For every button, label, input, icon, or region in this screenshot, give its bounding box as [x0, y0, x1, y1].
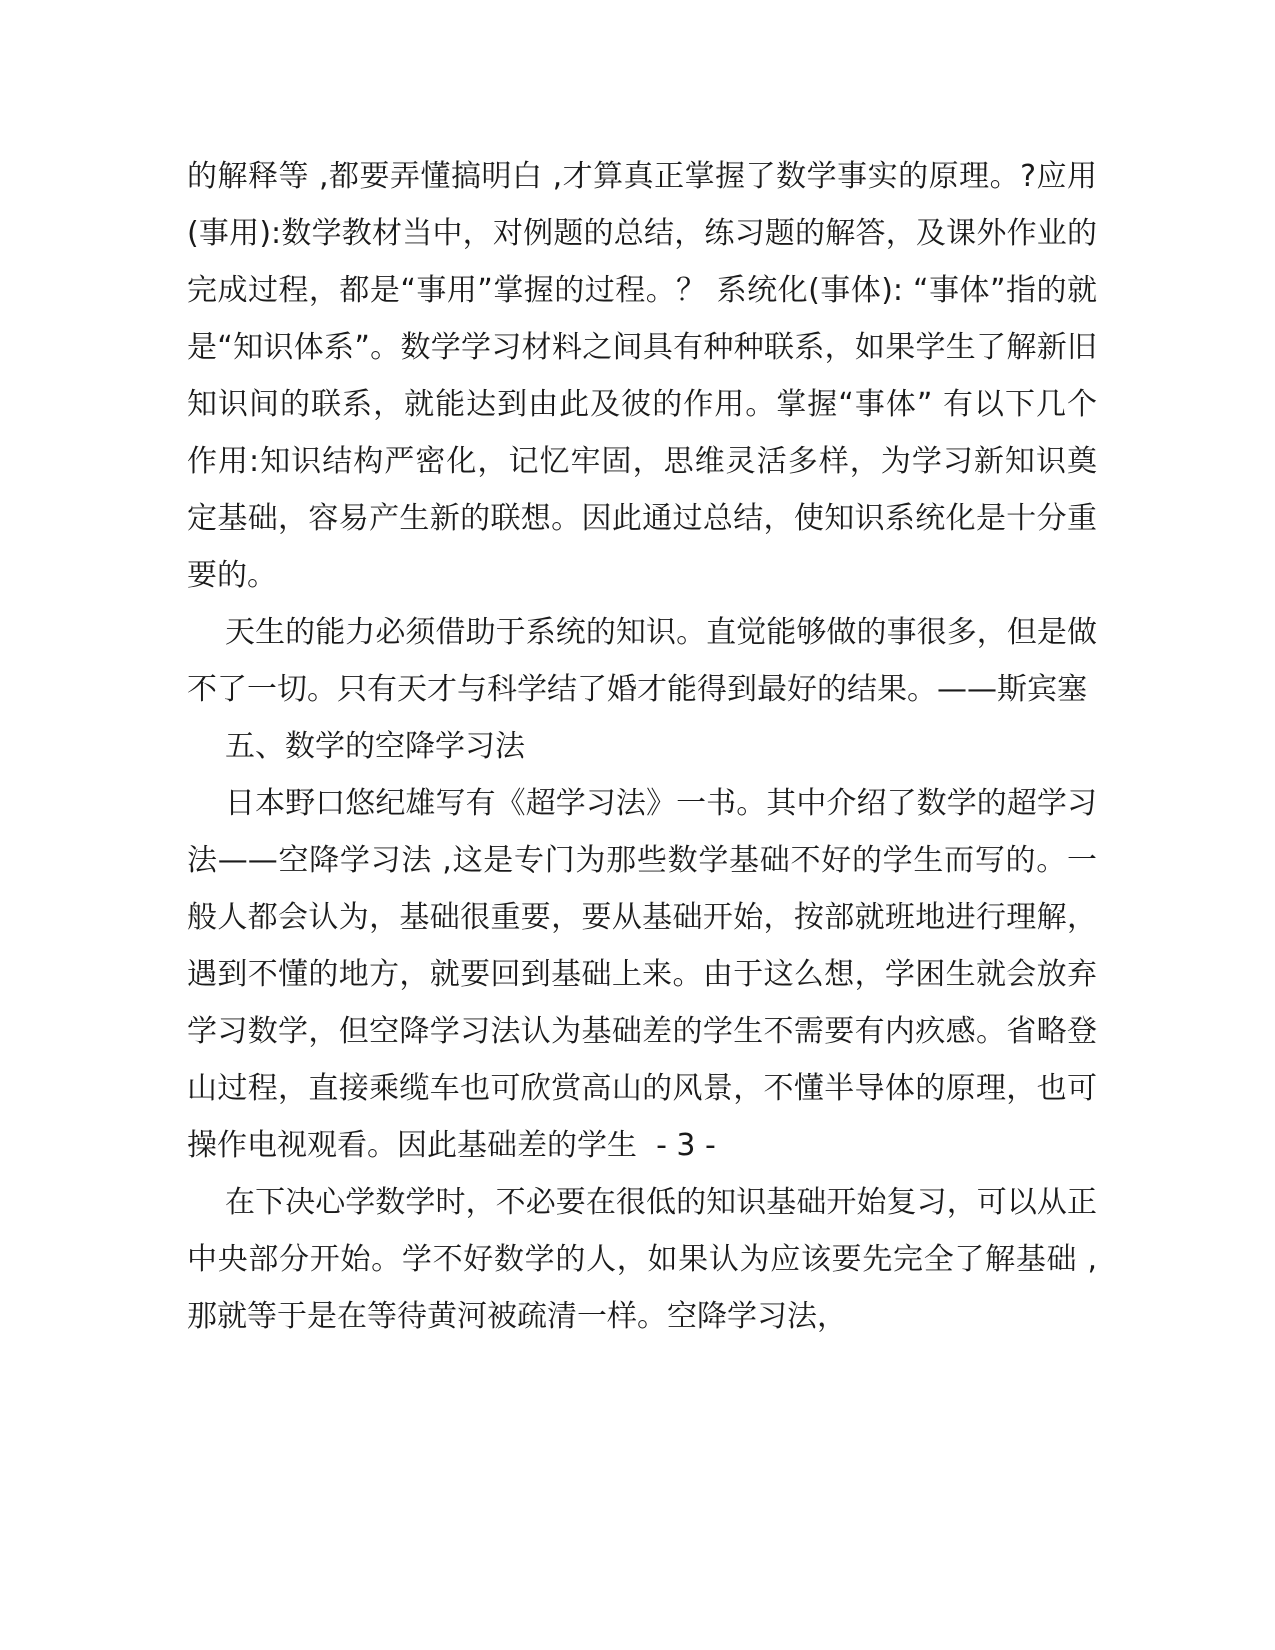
- paragraph-explanation: 的解释等 ,都要弄懂搞明白 ,才算真正掌握了数学事实的原理。?应用(事用):数学教材当中，对例题的总结，练习题的解答，及课外作业的完成过程，都是“事用”掌握的过程。？ 系统化(事体): “事体”指的就是“知识体系”。数学学习材料之间具有种种联系，如果学生了解新旧知识间的联系，就能达到由此及彼的作用。掌握“事体” 有以下几个作用:知识结构严密化，记忆牢固，思维灵活多样，为学习新知识奠定基础，容易产生新的联想。因此通过总结，使知识系统化是十分重要的。: [187, 159, 1097, 593]
- document-body: [187, 148, 1097, 1345]
- paragraph-quote: 天生的能力必须借助于系统的知识。直觉能够做的事很多，但是做不了一切。只有天才与科学结了婚才能得到最好的结果。——斯宾塞: [187, 615, 1097, 707]
- page-number: - 3 -: [637, 1128, 716, 1163]
- paragraph-start-middle: 在下决心学数学时，不必要在很低的知识基础开始复习，可以从正中央部分开始。学不好数学的人，如果认为应该要先完全了解基础 ,那就等于是在等待黄河被疏清一样。空降学习法，: [187, 1185, 1097, 1334]
- section-heading: 五、数学的空降学习法: [225, 729, 525, 764]
- paragraph-airborne-method-text: 日本野口悠纪雄写有《超学习法》一书。其中介绍了数学的超学习法——空降学习法 ,这是专门为那些数学基础不好的学生而写的。一般人都会认为，基础很重要，要从基础开始，按部就班地进行理解，遇到不懂的地方，就要回到基础上来。由于这么想，学困生就会放弃学习数学，但空降学习法认为基础差的学生不需要有内疚感。省略登山过程，直接乘缆车也可欣赏高山的风景，不懂半导体的原理，也可操作电视观看。因此基础差的学生: [187, 786, 1097, 1163]
- paragraph-airborne-method: [187, 775, 1097, 1174]
